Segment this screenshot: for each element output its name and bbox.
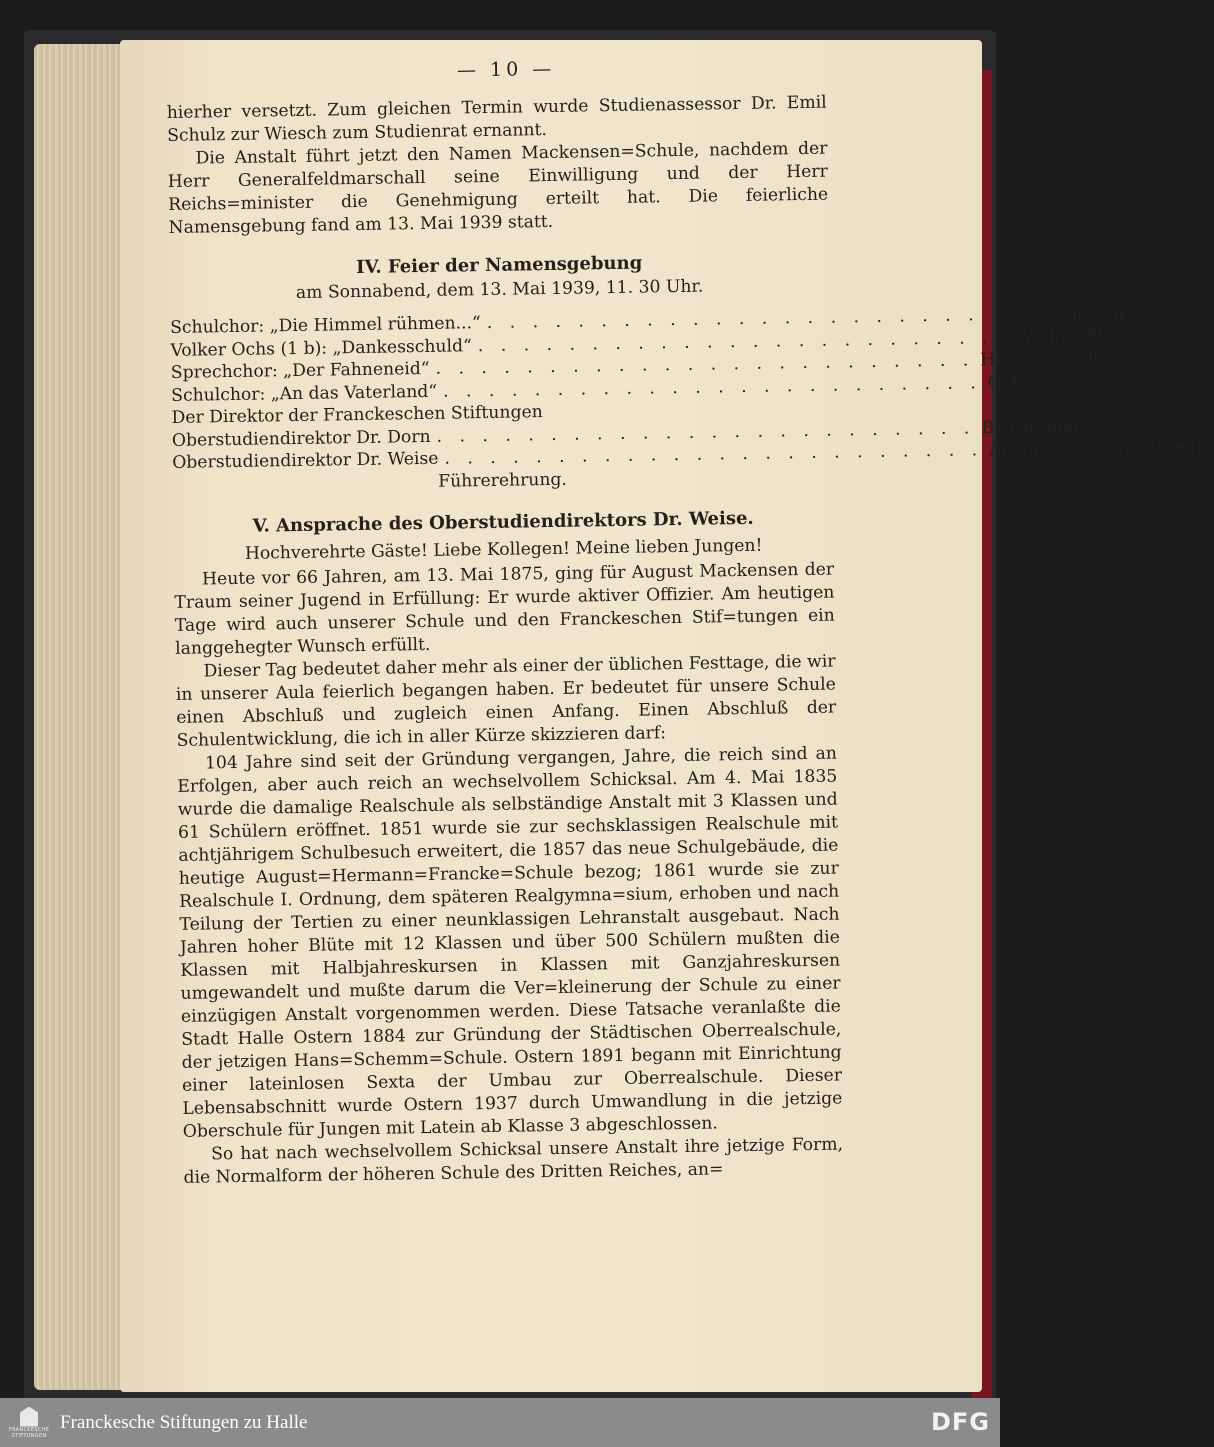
program-item-title: Schulchor: „Die Himmel rühmen...“ (169, 313, 481, 338)
program-item-author: C. Kreutzer (987, 371, 1089, 393)
speech-salutation: Hochverehrte Gäste! Liebe Kollegen! Meine lieben Jungen! (244, 535, 763, 564)
dot-leader: . . . . . . . . . . . . . . . . . . . . . . . . (442, 372, 982, 402)
dot-leader: . . . . . . . . . . . . . . . . . . . . . . . . (435, 350, 975, 379)
logo-caption: FRANCKESCHE STIFTUNGEN (8, 1426, 50, 1439)
dot-leader: . . . . . . . . . . . . . . . . . . . . . . . . (436, 417, 976, 447)
program-closing: Führerehrung. (438, 469, 568, 492)
speech-paragraph-1: Heute vor 66 Jahren, am 13. Mai 1875, ging für August Mackensen der Traum seiner Jugend in Erfüllung: Er wurde aktiver Offizier. Am heutigen Tage wird auch unserer Schule und den Franckeschen Stif=tungen ein langgehegter Wunsch erfüllt. (174, 559, 835, 659)
program-item-author: Begrüßung (981, 416, 1080, 438)
speech-paragraph-3: 104 Jahre sind seit der Gründung vergangen, Jahre, die reich sind an Erfolgen, aber auch reich an wechselvollem Schicksal. Am 4. Mai 1835 wurde die damalige Realschule als selbständige Anstalt mit 3 Klassen und 61 Schülern eröffnet. 1851 wurde sie zur sechsklassigen Realschule mit achtjährigem Schulbesuch erweitert, die 1857 das neue Schulgebäude, die heutige August=Hermann=Francke=Schule bezog; 1861 wurde sie zur Realschule I. Ordnung, dem späteren Realgymna=sium, erhoben und nach Teilung der Tertien zu einer neunklassigen Lehranstalt ausgebaut. Nach Jahren hoher Blüte mit 12 Klassen und über 500 Schülern mußten die Klassen mit Halbjahreskursen in Klassen mit Ganzjahreskursen umgewandelt und mußte darum die Ver=kleinerung der Schule zu einer einzügigen Anstalt vorgenommen werden. Diese Tatsache veranlaßte die Stadt Halle Ostern 1884 zur Gründung der Städtischen Oberrealschule, der jetzigen Hans=Schemm=Schule. Ostern 1891 begann mit Einrichtung einer lateinlosen Sexta der Umbau zur Oberrealschule. Dieser Lebensabschnitt wurde Ostern 1937 durch Umwandlung in die jetzige Oberschule für Jungen mit Latein ab Klasse 3 abgeschlossen. (177, 743, 843, 1142)
institution-name: Franckesche Stiftungen zu Halle (60, 1411, 308, 1433)
program-item-title: Sprechchor: „Der Fahneneid“ (170, 358, 430, 383)
ceremony-program (169, 302, 1203, 497)
institution-logo (10, 1407, 48, 1439)
foundation-icon (20, 1407, 38, 1427)
program-item-author: Ansprache (siehe unten) (989, 436, 1203, 461)
program-item-title: Volker Ochs (1 b): „Dankesschuld“ (170, 335, 472, 361)
footer-bar (0, 1398, 1000, 1447)
speech-paragraph-4: So hat nach wechselvollem Schicksal unsere Anstalt ihre jetzige Form, die Normalform der höheren Schule des Dritten Reiches, an= (183, 1134, 844, 1188)
program-item-author: Beethoven (1031, 302, 1124, 325)
program-item-author: Heinr. Lersch (980, 348, 1099, 371)
page-number: — 10 — (456, 57, 556, 82)
intro-paragraph-1: hierher versetzt. Zum gleichen Termin wurde Studienassessor Dr. Emil Schulz zur Wiesch zum Studienrat ernannt. (166, 92, 827, 146)
section-heading-4: IV. Feier der Namensgebung (356, 252, 643, 279)
page-text (166, 54, 1203, 1190)
ceremony-date: am Sonnabend, dem 13. Mai 1939, 11. 30 Uhr. (295, 276, 704, 303)
program-item-title: Oberstudiendirektor Dr. Weise (172, 448, 439, 473)
program-item-title: Schulchor: „An das Vaterland“ (171, 381, 438, 406)
program-item-title: Oberstudiendirektor Dr. Dorn (171, 426, 431, 451)
program-item-author: Walter Flex (1022, 325, 1123, 348)
intro-paragraph-2: Die Anstalt führt jetzt den Namen Mackensen=Schule, nachdem der Herr Generalfeldmarschall seine Einwilligung und der Herr Reichs=minister die Genehmigung erteilt hat. Die feierliche Namensgebung fand am 13. Mai 1939 statt. (167, 138, 829, 238)
dot-leader: . . . . . . . . . . . . . . . . . . . . . . . . (486, 304, 1026, 333)
speech-paragraph-2: Dieser Tag bedeutet daher mehr als einer der üblichen Festtage, die wir in unserer Aula feierlich begangen haben. Er bedeutet für unsere Schule einen Abschluß und zugleich einen Anfang. Einen Abschluß der Schulentwicklung, die ich in aller Kürze skizzieren darf: (175, 651, 837, 751)
section-heading-5: V. Ansprache des Oberstudiendirektors Dr. Weise. (252, 507, 754, 537)
dot-leader: . . . . . . . . . . . . . . . . . . . . . . . . (477, 327, 1017, 356)
program-director-line: Der Direktor der Franckeschen Stiftungen (171, 402, 543, 428)
dot-leader: . . . . . . . . . . . . . . . . . . . . . . . . (444, 440, 984, 469)
dfg-logo: DFG (930, 1408, 990, 1436)
